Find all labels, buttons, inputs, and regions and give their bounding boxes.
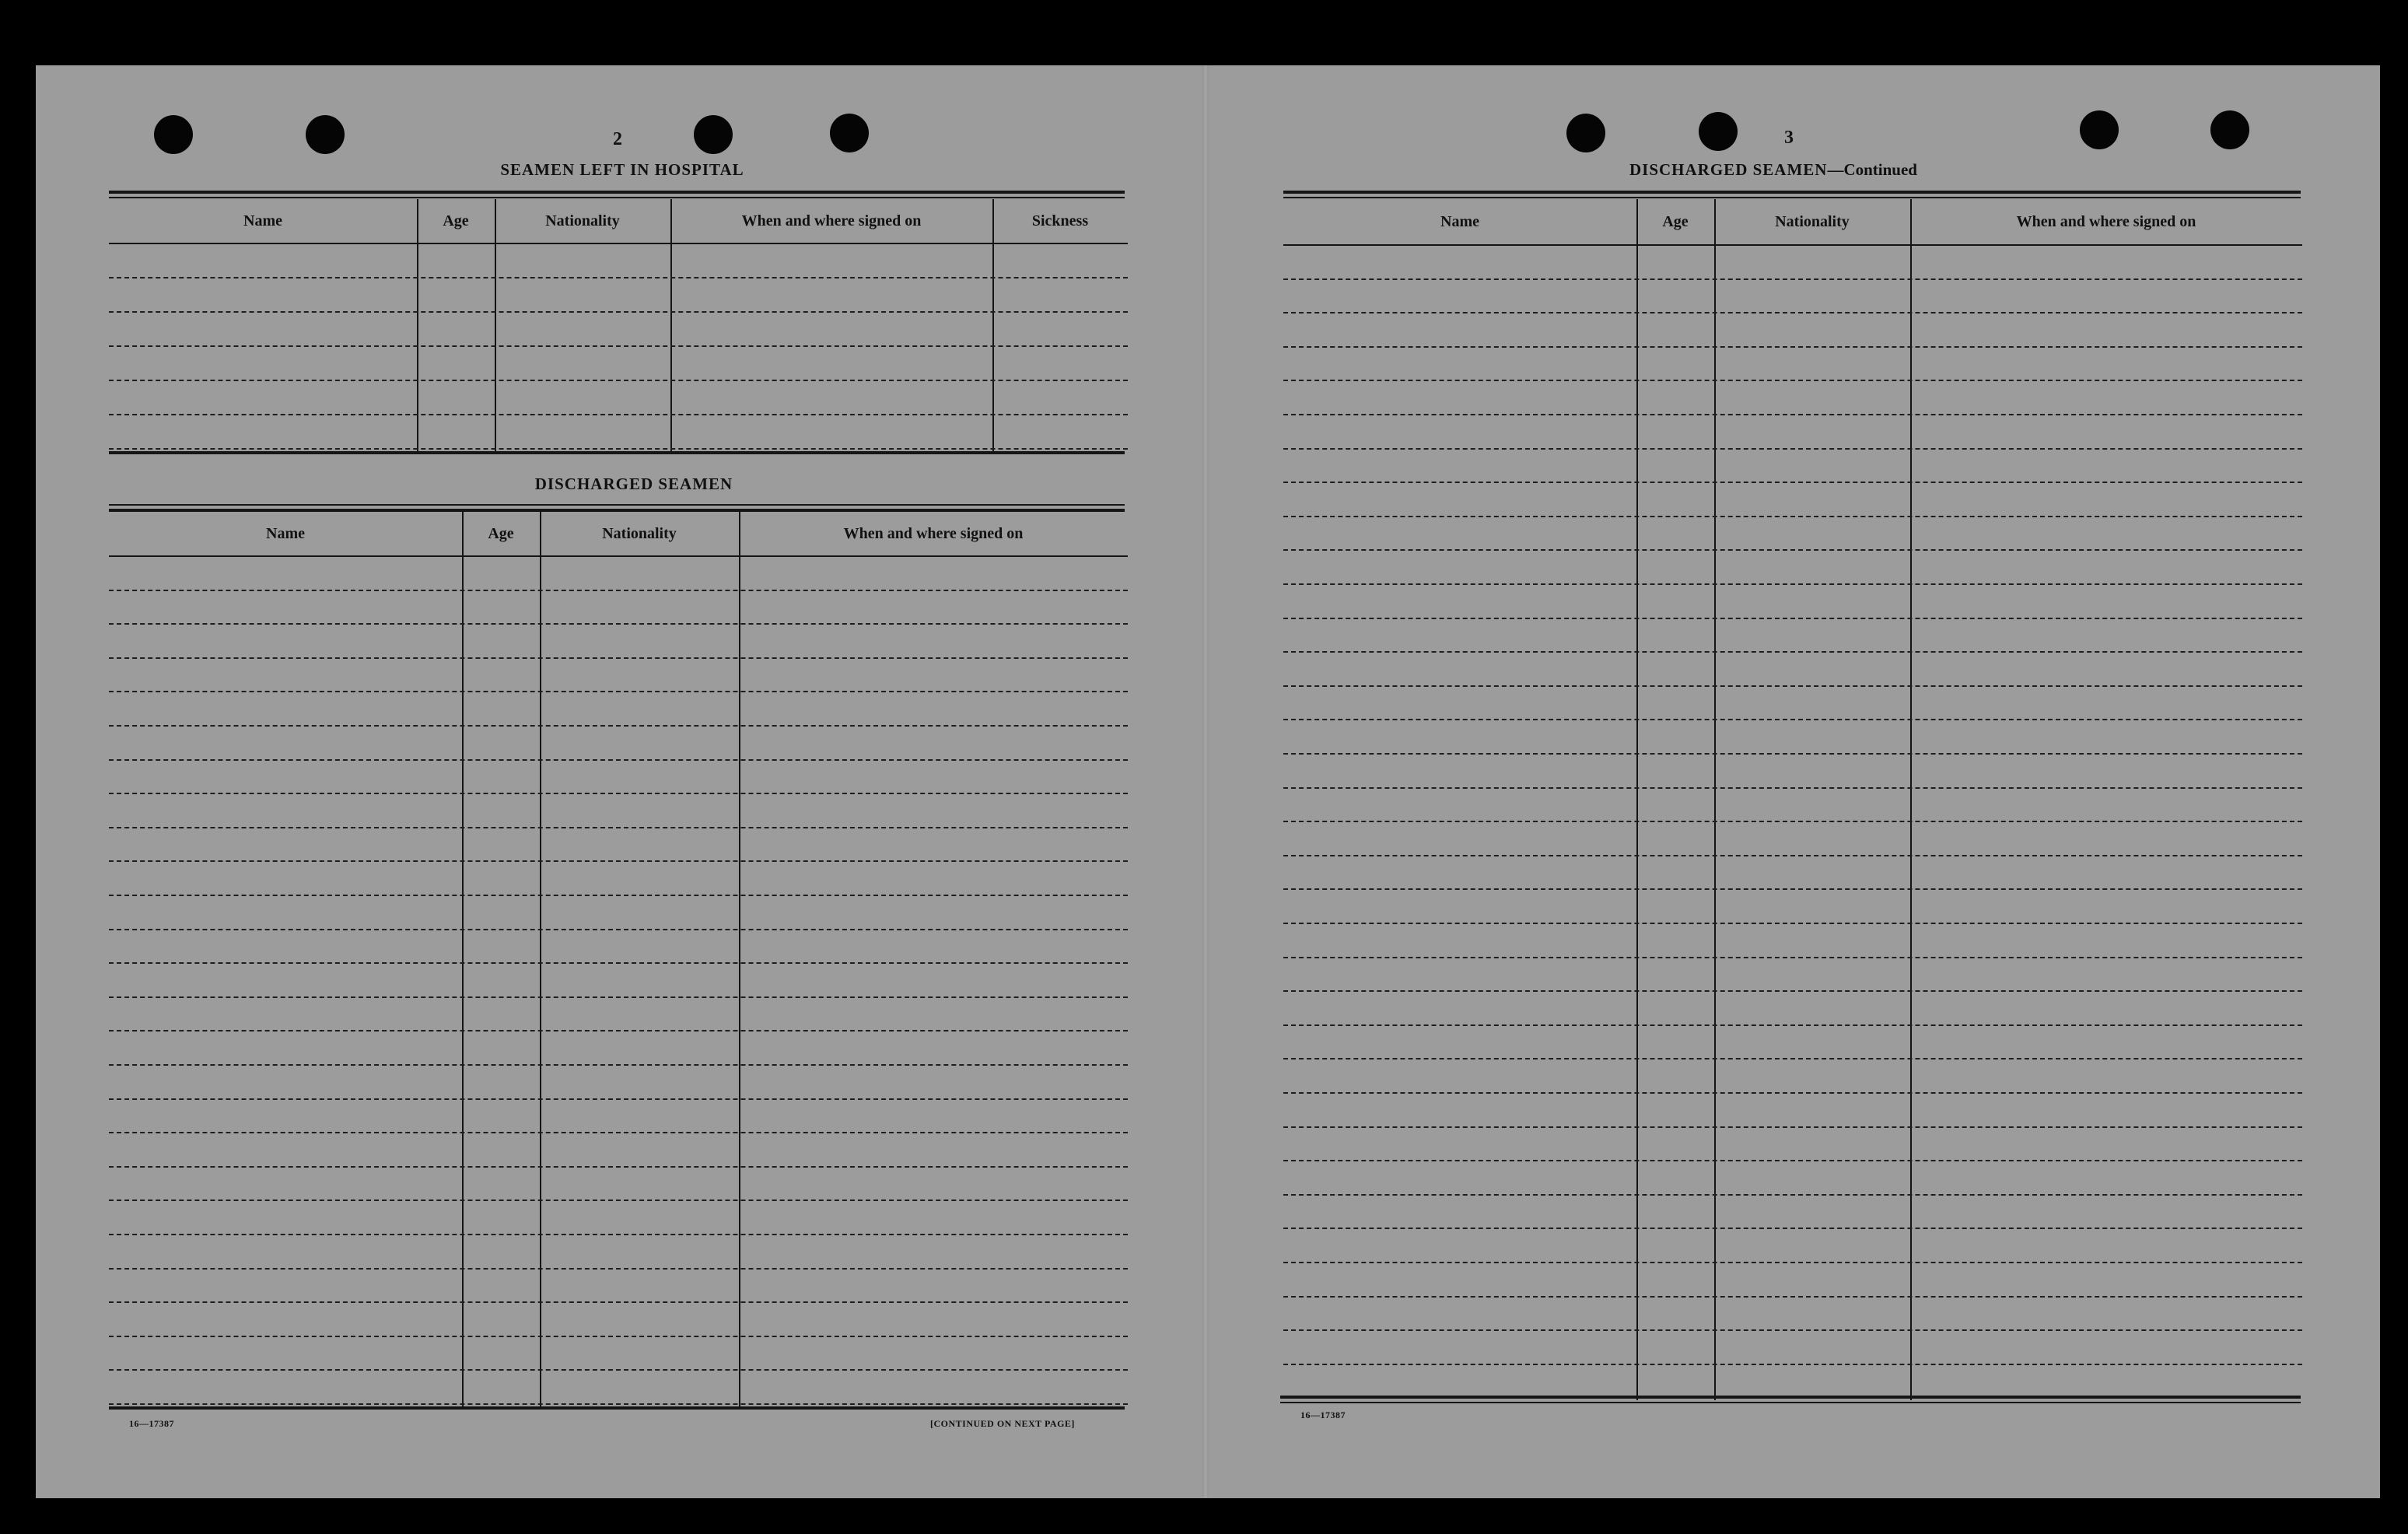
ruled-row-line bbox=[1283, 482, 2302, 483]
page-number: 3 bbox=[1784, 128, 1794, 148]
column-header: When and where signed on bbox=[2016, 212, 2196, 230]
ruled-row-line bbox=[1283, 549, 2302, 551]
punch-hole bbox=[1699, 112, 1738, 151]
hospital-bottom-rule bbox=[109, 451, 1125, 454]
ruled-row-line bbox=[1283, 448, 2302, 450]
ruled-row-line bbox=[1283, 1296, 2302, 1298]
ruled-row-line bbox=[1283, 990, 2302, 992]
ruled-row-line bbox=[1283, 1329, 2302, 1331]
ruled-row-line bbox=[1283, 923, 2302, 924]
ruled-row-line bbox=[109, 1234, 1128, 1235]
ruled-row-line bbox=[109, 1166, 1128, 1168]
column-divider bbox=[739, 512, 740, 1408]
ruled-row-line bbox=[109, 277, 1128, 278]
column-header: Name bbox=[266, 524, 305, 542]
ruled-row-line bbox=[1283, 380, 2302, 381]
ruled-row-line bbox=[1283, 1024, 2302, 1026]
continued-bottom-rule bbox=[1280, 1402, 2301, 1403]
ruled-row-line bbox=[1283, 719, 2302, 720]
hospital-section-title: SEAMEN LEFT IN HOSPITAL bbox=[500, 160, 744, 179]
header-divider bbox=[109, 243, 1128, 244]
column-header: Nationality bbox=[1775, 212, 1850, 230]
discharged-bottom-rule bbox=[109, 1406, 1125, 1410]
ruled-row-line bbox=[1283, 278, 2302, 280]
column-header: Name bbox=[243, 212, 282, 229]
ruled-row-line bbox=[109, 1268, 1128, 1270]
form-number: 16—17387 bbox=[1300, 1410, 1346, 1420]
ruled-row-line bbox=[1283, 1058, 2302, 1059]
ruled-row-line bbox=[109, 380, 1128, 381]
punch-hole bbox=[306, 115, 345, 154]
ruled-row-line bbox=[109, 793, 1128, 794]
ruled-row-line bbox=[109, 895, 1128, 896]
column-header: Name bbox=[1440, 212, 1479, 230]
ruled-row-line bbox=[109, 311, 1128, 313]
punch-hole bbox=[830, 114, 869, 152]
ruled-row-line bbox=[109, 657, 1128, 659]
ruled-row-line bbox=[109, 691, 1128, 692]
column-divider bbox=[540, 512, 541, 1408]
ruled-row-line bbox=[1283, 957, 2302, 958]
column-header: Age bbox=[488, 524, 514, 542]
ruled-row-line bbox=[109, 414, 1128, 415]
ruled-row-line bbox=[109, 1030, 1128, 1031]
ruled-row-line bbox=[1283, 1364, 2302, 1365]
column-header: Nationality bbox=[602, 524, 677, 542]
ruled-row-line bbox=[1283, 855, 2302, 856]
column-divider bbox=[462, 512, 464, 1408]
header-divider bbox=[109, 555, 1128, 557]
continued-top-rule bbox=[1283, 197, 2301, 198]
ruled-row-line bbox=[1283, 1228, 2302, 1229]
ruled-row-line bbox=[109, 623, 1128, 625]
punch-hole bbox=[694, 115, 733, 154]
ruled-row-line bbox=[1283, 753, 2302, 755]
continued-top-rule bbox=[1283, 191, 2301, 194]
ruled-row-line bbox=[109, 345, 1128, 347]
page-number: 2 bbox=[613, 129, 622, 149]
ruled-row-line bbox=[109, 759, 1128, 761]
discharged-continued-title bbox=[1540, 160, 2007, 180]
ruled-row-line bbox=[109, 1301, 1128, 1303]
hospital-table bbox=[109, 199, 1128, 453]
ruled-row-line bbox=[1283, 312, 2302, 313]
ruled-row-line bbox=[1283, 583, 2302, 585]
discharged-section-title: DISCHARGED SEAMEN bbox=[534, 475, 733, 493]
column-header: When and where signed on bbox=[741, 212, 922, 229]
ruled-row-line bbox=[1283, 414, 2302, 415]
ruled-row-line bbox=[109, 1200, 1128, 1201]
ruled-row-line bbox=[109, 448, 1128, 450]
page-fold bbox=[1202, 65, 1209, 1498]
column-header: Nationality bbox=[545, 212, 620, 229]
discharged-continued-title-suffix: —Continued bbox=[1827, 160, 1917, 179]
discharged-table bbox=[109, 512, 1128, 1408]
discharged-top-rule bbox=[109, 504, 1125, 506]
ruled-row-line bbox=[109, 1064, 1128, 1066]
ruled-row-line bbox=[1283, 346, 2302, 348]
hospital-top-rule bbox=[109, 197, 1125, 198]
discharged-continued-table bbox=[1283, 199, 2302, 1400]
ruled-row-line bbox=[1283, 888, 2302, 890]
form-number: 16—17387 bbox=[129, 1418, 174, 1429]
punch-hole bbox=[1566, 114, 1605, 152]
ruled-row-line bbox=[109, 929, 1128, 930]
ruled-row-line bbox=[1283, 516, 2302, 517]
ruled-row-line bbox=[109, 860, 1128, 862]
ruled-row-line bbox=[109, 1098, 1128, 1100]
column-header: Age bbox=[443, 212, 469, 229]
continued-note: [CONTINUED ON NEXT PAGE] bbox=[930, 1418, 1075, 1429]
continued-bottom-rule bbox=[1280, 1396, 2301, 1399]
punch-hole bbox=[2080, 110, 2119, 149]
ruled-row-line bbox=[109, 962, 1128, 964]
ruled-row-line bbox=[1283, 1194, 2302, 1196]
ruled-row-line bbox=[1283, 1160, 2302, 1161]
hospital-top-rule bbox=[109, 191, 1125, 194]
ruled-row-line bbox=[1283, 1126, 2302, 1128]
punch-hole bbox=[2210, 110, 2249, 149]
header-divider bbox=[1283, 244, 2302, 246]
column-header: When and where signed on bbox=[843, 524, 1024, 542]
ruled-row-line bbox=[1283, 685, 2302, 687]
ruled-row-line bbox=[109, 827, 1128, 828]
ruled-row-line bbox=[109, 1336, 1128, 1337]
ruled-row-line bbox=[1283, 618, 2302, 619]
ruled-row-line bbox=[109, 590, 1128, 591]
ruled-row-line bbox=[1283, 1262, 2302, 1263]
ruled-row-line bbox=[109, 1132, 1128, 1133]
discharged-continued-title-main: DISCHARGED SEAMEN bbox=[1629, 160, 1828, 179]
column-header: Sickness bbox=[1031, 212, 1089, 229]
ruled-row-line bbox=[1283, 821, 2302, 822]
ruled-row-line bbox=[1283, 651, 2302, 653]
ruled-row-line bbox=[109, 1369, 1128, 1371]
ruled-row-line bbox=[1283, 787, 2302, 789]
column-header: Age bbox=[1662, 212, 1689, 230]
ruled-row-line bbox=[1283, 1092, 2302, 1094]
ruled-row-line bbox=[109, 996, 1128, 998]
ruled-row-line bbox=[109, 1403, 1128, 1405]
punch-hole bbox=[154, 115, 193, 154]
ruled-row-line bbox=[109, 725, 1128, 727]
